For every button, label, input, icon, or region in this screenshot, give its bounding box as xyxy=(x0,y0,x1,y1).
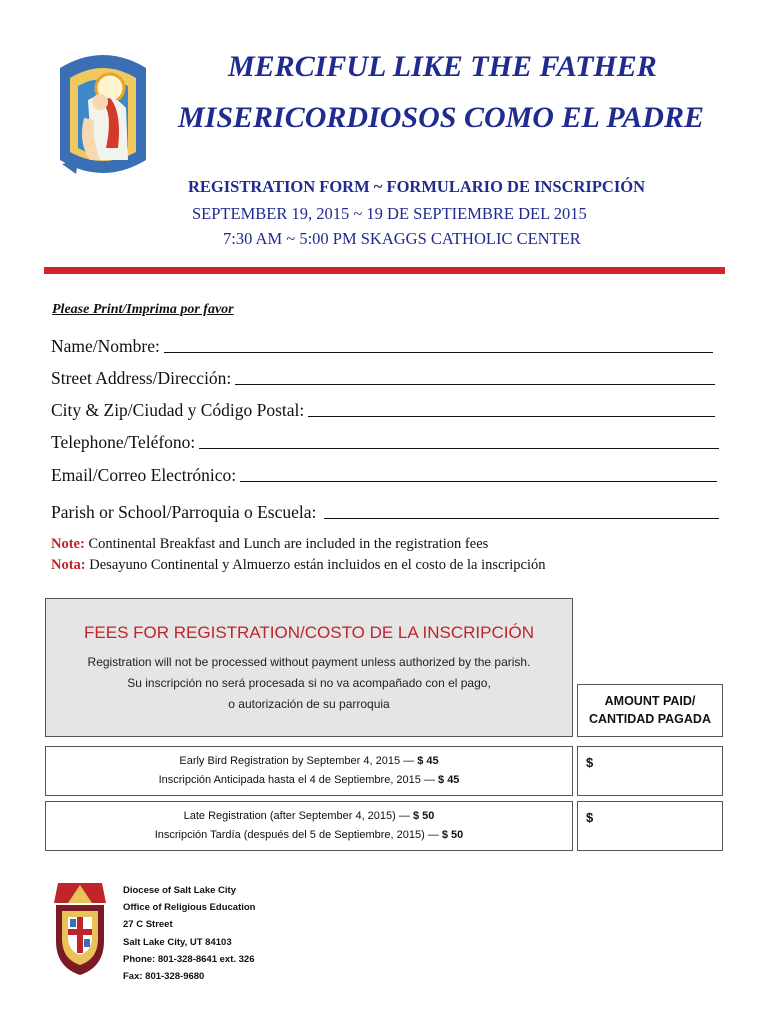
early-bird-price-en: $ 45 xyxy=(417,755,439,767)
divider-bar xyxy=(44,267,725,274)
title-english: MERCIFUL LIKE THE FATHER xyxy=(228,50,657,83)
note-label: Note: xyxy=(51,536,85,552)
name-line[interactable] xyxy=(164,351,713,353)
address-label: Street Address/Dirección: xyxy=(51,368,232,388)
late-price-en: $ 50 xyxy=(412,810,435,822)
parish-field[interactable] xyxy=(51,502,719,523)
fees-info-box xyxy=(45,598,573,737)
early-bird-price-es: $ 45 xyxy=(438,774,460,786)
parish-label: Parish or School/Parroquia o Escuela: xyxy=(51,502,317,522)
address-line-4: Salt Lake City, UT 84103 xyxy=(123,936,232,948)
address-phone: Phone: 801-328-8641 ext. 326 xyxy=(123,953,255,965)
note-text: Continental Breakfast and Lunch are included in the registration fees xyxy=(84,536,489,552)
nota-text: Desayuno Continental y Almuerzo están incluidos en el costo de la inscripción xyxy=(85,557,546,573)
note-english xyxy=(51,536,488,553)
note-spanish xyxy=(51,557,546,574)
form-title: REGISTRATION FORM ~ FORMULARIO DE INSCRIPCIÓN xyxy=(188,177,646,196)
telephone-field[interactable] xyxy=(51,432,719,453)
address-fax: Fax: 801-328-9680 xyxy=(123,971,205,983)
address-line-1: Diocese of Salt Lake City xyxy=(123,885,236,896)
address-line[interactable] xyxy=(235,383,715,385)
city-zip-field[interactable] xyxy=(51,400,715,421)
fees-note-line-3: o autorización de su parroquia xyxy=(228,697,390,711)
print-instruction: Please Print/Imprima por favor xyxy=(52,302,234,317)
city-zip-label: City & Zip/Ciudad y Código Postal: xyxy=(51,400,305,420)
email-line[interactable] xyxy=(240,480,717,482)
diocese-crest-icon xyxy=(50,877,110,977)
dollar-sign: $ xyxy=(586,810,594,825)
early-bird-amount-field[interactable] xyxy=(577,746,723,796)
event-date: SEPTEMBER 19, 2015 ~ 19 DE SEPTIEMBRE DEL 2015 xyxy=(192,204,587,223)
amount-paid-header xyxy=(577,684,723,737)
address-field[interactable] xyxy=(51,368,715,389)
fees-note-line-2: Su inscripción no será procesada si no va acompañado con el pago, xyxy=(127,676,491,690)
early-bird-en: Early Bird Registration by September 4, 2015 — xyxy=(179,755,418,767)
early-bird-row xyxy=(45,746,573,796)
late-price-es: $ 50 xyxy=(441,829,464,841)
fees-title: FEES FOR REGISTRATION/COSTO DE LA INSCRIPCIÓN xyxy=(84,623,534,642)
late-registration-row xyxy=(45,801,573,851)
amount-header-es: CANTIDAD PAGADA xyxy=(589,712,711,726)
title-spanish: MISERICORDIOSOS COMO EL PADRE xyxy=(178,101,704,134)
event-time-place: 7:30 AM ~ 5:00 PM SKAGGS CATHOLIC CENTER xyxy=(223,229,581,248)
dollar-sign: $ xyxy=(586,755,594,770)
parish-line[interactable] xyxy=(324,517,719,519)
amount-header-en: AMOUNT PAID/ xyxy=(604,694,696,708)
late-amount-field[interactable] xyxy=(577,801,723,851)
address-line-2: Office of Religious Education xyxy=(123,902,256,914)
late-es: Inscripción Tardía (después del 5 de Septiembre, 2015) — xyxy=(154,829,442,841)
name-label: Name/Nombre: xyxy=(51,336,160,356)
address-line-3: 27 C Street xyxy=(123,919,173,931)
nota-label: Nota: xyxy=(51,557,86,573)
jubilee-mercy-logo xyxy=(48,48,158,180)
telephone-label: Telephone/Teléfono: xyxy=(51,432,196,452)
fees-note-line-1: Registration will not be processed without payment unless authorized by the parish. xyxy=(87,655,531,669)
city-zip-line[interactable] xyxy=(308,415,715,417)
early-bird-es: Inscripción Anticipada hasta el 4 de Septiembre, 2015 — xyxy=(158,774,439,786)
name-field[interactable] xyxy=(51,336,713,357)
late-en: Late Registration (after September 4, 2015) — xyxy=(183,810,413,822)
diocese-address xyxy=(123,882,255,985)
email-label: Email/Correo Electrónico: xyxy=(51,465,237,485)
email-field[interactable] xyxy=(51,465,717,486)
telephone-line[interactable] xyxy=(199,447,719,449)
